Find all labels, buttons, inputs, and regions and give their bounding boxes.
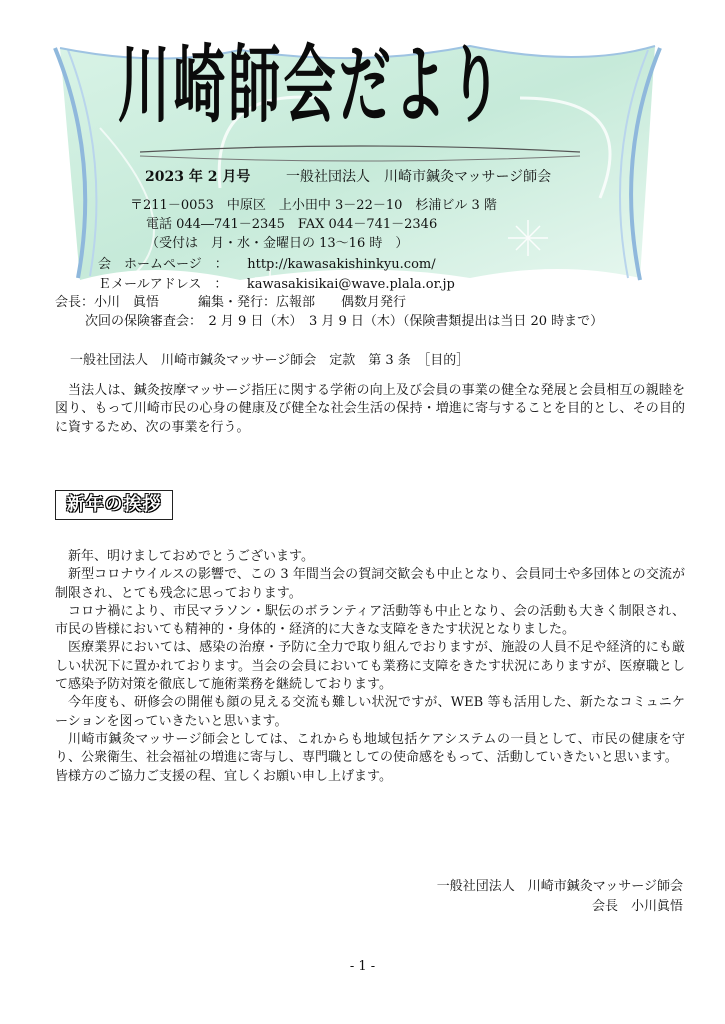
phone-fax: 電話 044―741－2345 FAX 044－741－2346 <box>146 217 438 232</box>
newsletter-title: 川崎師会だより <box>118 36 505 134</box>
homepage-line: 会 ホームページ ： http://kawasakishinkyu.com/ <box>98 257 436 272</box>
greeting-paragraph: 皆様方のご協力ご支援の程、宜しくお願い申し上げます。 <box>55 768 392 784</box>
greeting-paragraph: 医療業界においては、感染の治療・予防に全力で取り組んでおりますが、施設の人員不足や経済的にも厳しい状況下に置かれております。当会の会員においても業務に支障をきたす状況にありますが、医療職として感染予防対策を徹底して施術業務を継続しております。 <box>55 640 685 693</box>
articles-body: 当法人は、鍼灸按摩マッサージ指圧に関する学術の向上及び会員の事業の健全な発展と会員相互の親睦を図り、もって川崎市民の心身の健康及び健全な社会生活の保持・増進に寄与することを目的とし、その目的に資するため、次の事業を行う。 <box>55 383 685 435</box>
signature-org: 一般社団法人 川崎市鍼灸マッサージ師会 <box>436 879 683 894</box>
issue-date: 2023 年 2 月号 <box>145 169 251 185</box>
review-dates: 次回の保険審査会： 2 月 9 日（木） 3 月 9 日（木）（保険書類提出は当日 20 時まで） <box>85 314 604 329</box>
greeting-paragraph: 今年度も、研修会の開催も顔の見える交流も難しい状況ですが、WEB 等も活用した、新たなコミュニケーションを図っていきたいと思います。 <box>55 695 685 729</box>
email-line: Ｅメールアドレス ： kawasakisikai@wave.plala.or.jp <box>98 277 455 292</box>
articles-body-block <box>55 382 685 437</box>
staff-line: 会長：小川 眞悟 編集・発行：広報部 偶数月発行 <box>55 295 407 310</box>
articles-heading: 一般社団法人 川崎市鍼灸マッサージ師会 定款 第 3 条 ［目的］ <box>70 353 470 368</box>
page-number: - 1 - <box>349 959 376 974</box>
signature-name: 会長 小川眞悟 <box>591 899 683 914</box>
greeting-paragraph: 川崎市鍼灸マッサージ師会としては、これからも地域包括ケアシステムの一員として、市民の健康を守り、公衆衛生、社会福祉の増進に寄与し、専門職としての使命感をもって、活動していきたいと思います。 <box>55 731 686 766</box>
office-hours: （受付は 月・水・金曜日の 13～16 時 ） <box>146 236 409 251</box>
greeting-body <box>55 548 685 786</box>
org-name: 一般社団法人 川崎市鍼灸マッサージ師会 <box>286 169 552 185</box>
greeting-paragraph: 新年、明けましておめでとうございます。 <box>68 549 314 564</box>
greeting-paragraph: コロナ禍により、市民マラソン・駅伝のボランティア活動等も中止となり、会の活動も大きく制限され、市民の皆様においても精神的・身体的・経済的に大きな支障をきたす状況となりました。 <box>55 603 685 638</box>
address: 〒211－0053 中原区 上小田中 3－22－10 杉浦ビル 3 階 <box>130 198 497 213</box>
greeting-heading: 新年の挨拶 <box>55 490 173 520</box>
greeting-paragraph: 新型コロナウイルスの影響で、この 3 年間当会の賀詞交歓会も中止となり、会員同士や多団体との交流が制限され、とても残念に思っております。 <box>55 567 685 601</box>
